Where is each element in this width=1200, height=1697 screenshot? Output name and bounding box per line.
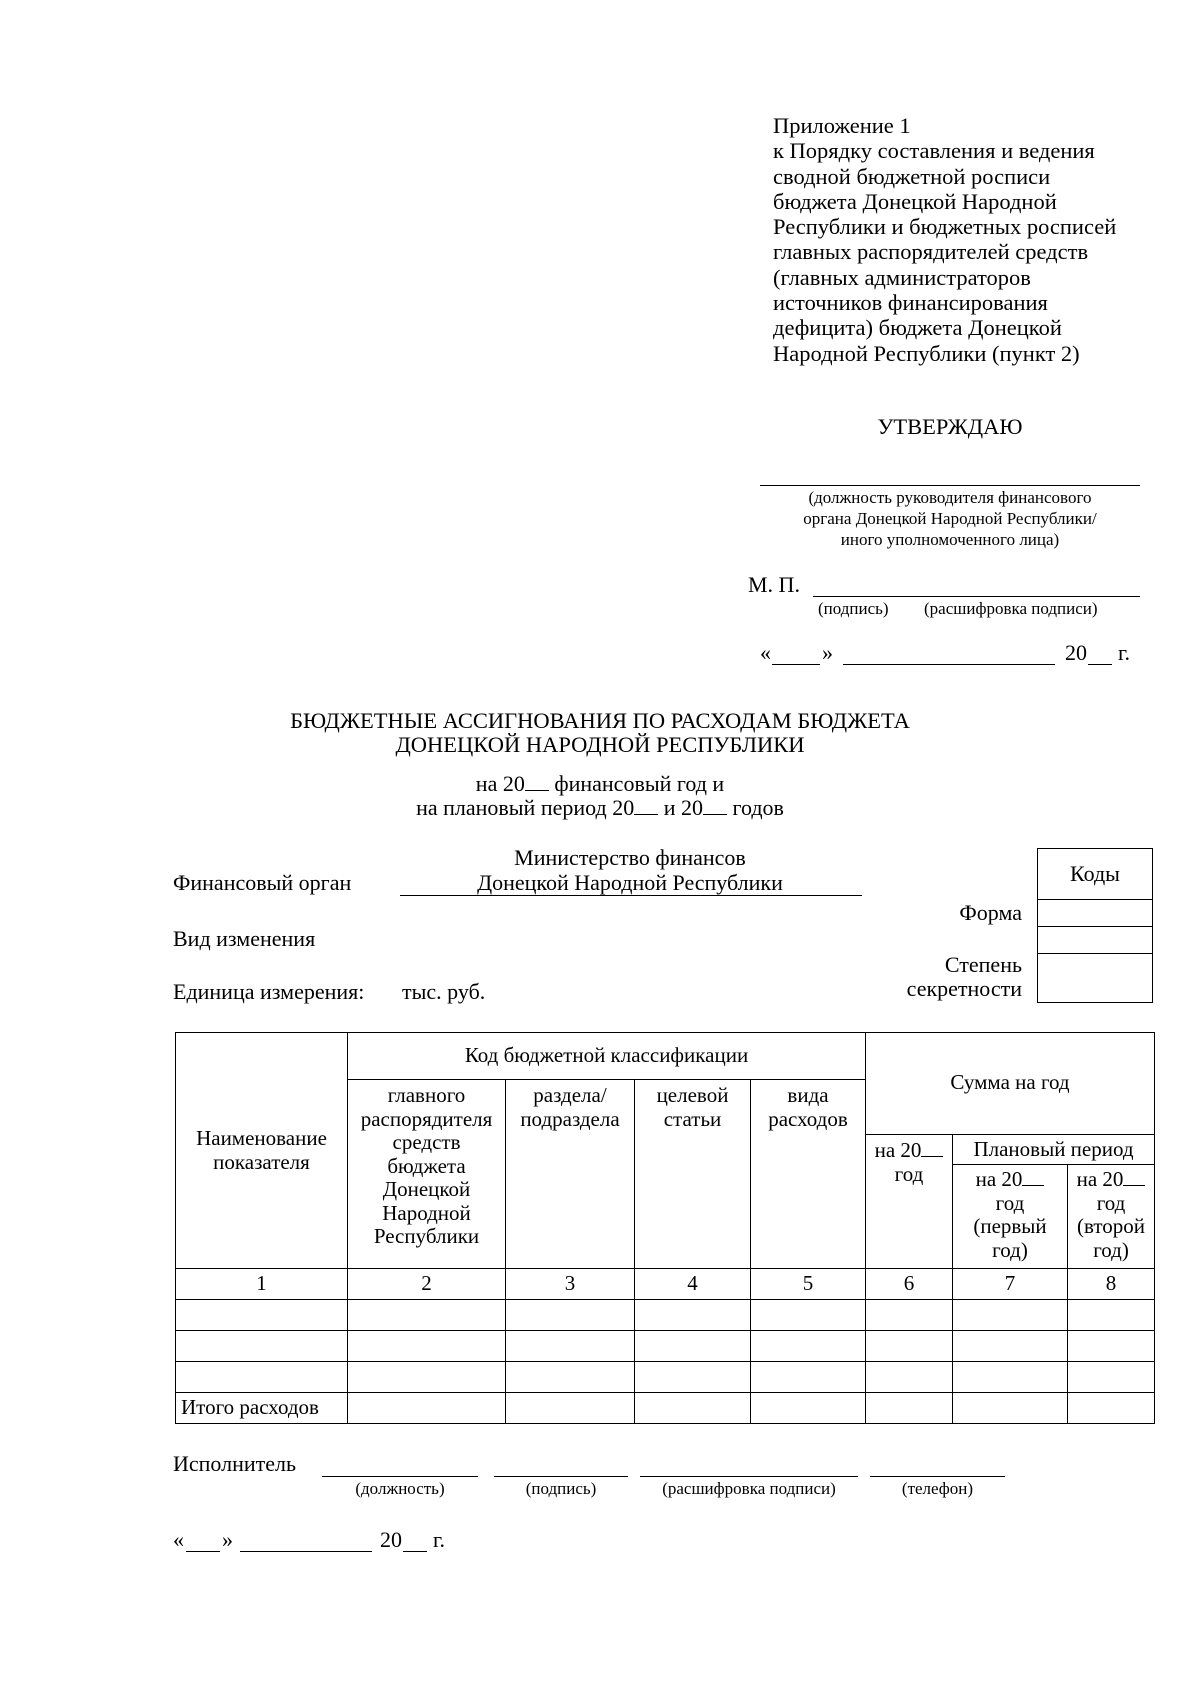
appendix-line: к Порядку составления и ведения: [773, 138, 1095, 164]
table-cell[interactable]: [953, 1331, 1068, 1362]
exec-year-prefix: 20: [380, 1527, 402, 1552]
col-number: 7: [953, 1269, 1068, 1300]
table-cell[interactable]: [506, 1300, 635, 1331]
col-current-year-header: на 20 год: [866, 1135, 953, 1269]
year-line: [1088, 664, 1112, 665]
table-cell[interactable]: [866, 1393, 953, 1424]
table-cell[interactable]: [176, 1300, 348, 1331]
fin-organ-value-2: Донецкой Народной Республики: [477, 870, 783, 895]
secrecy-label: Степень секретности: [906, 952, 1022, 1001]
col-number: 3: [506, 1269, 635, 1300]
table-cell[interactable]: [348, 1331, 506, 1362]
exec-year-suffix: г.: [433, 1527, 446, 1552]
table-cell[interactable]: [348, 1393, 506, 1424]
table-cell[interactable]: [953, 1393, 1068, 1424]
exec-year-line: [403, 1551, 427, 1552]
executor-label: Исполнитель: [173, 1451, 297, 1476]
date-close-quote: »: [822, 640, 833, 665]
sum-header: Сумма на год: [866, 1033, 1155, 1135]
executor-position-line: [322, 1476, 478, 1477]
table-cell[interactable]: [635, 1331, 751, 1362]
approve-heading: УТВЕРЖДАЮ: [877, 414, 1023, 439]
date-open-quote: «: [760, 640, 771, 665]
table-cell[interactable]: [866, 1300, 953, 1331]
table-cell[interactable]: [751, 1362, 866, 1393]
year-prefix: 20: [1065, 640, 1087, 665]
table-cell[interactable]: [1068, 1300, 1155, 1331]
executor-phone-line: [870, 1476, 1005, 1477]
col-number: 4: [635, 1269, 751, 1300]
document-title: БЮДЖЕТНЫЕ АССИГНОВАНИЯ ПО РАСХОДАМ БЮДЖЕТА ДОНЕЦКОЙ НАРОДНОЙ РЕСПУБЛИКИ: [290, 708, 910, 757]
total-label: Итого расходов: [176, 1393, 348, 1424]
col-number: 8: [1068, 1269, 1155, 1300]
col-first-year-header: на 20 год (первый год): [953, 1165, 1068, 1269]
table-cell[interactable]: [751, 1393, 866, 1424]
signature-line: [813, 596, 1140, 597]
col-number: 2: [348, 1269, 506, 1300]
column-number-row: [176, 1269, 1155, 1300]
appendix-line: сводной бюджетной росписи: [773, 163, 1051, 189]
appendix-line: бюджета Донецкой Народной: [773, 188, 1057, 214]
decode-caption: (расшифровка подписи): [924, 599, 1098, 618]
appendix-note: [773, 113, 1173, 366]
table-cell[interactable]: [635, 1393, 751, 1424]
executor-signature-caption: (подпись): [525, 1479, 597, 1498]
table-cell[interactable]: [635, 1300, 751, 1331]
table-cell[interactable]: [1068, 1393, 1155, 1424]
executor-phone-caption: (телефон): [901, 1479, 974, 1498]
kbk-header: Код бюджетной классификации: [348, 1033, 866, 1080]
stamp-mark: М. П.: [748, 572, 800, 597]
col-number: 6: [866, 1269, 953, 1300]
executor-decode-caption: (расшифровка подписи): [662, 1479, 836, 1498]
col-main-manager-header: главного распорядителя средств бюджета Донецкой Народной Республики: [348, 1080, 506, 1269]
table-cell[interactable]: [176, 1362, 348, 1393]
form-label: Форма: [959, 900, 1022, 925]
table-row: [176, 1331, 1155, 1362]
col-second-year-header: на 20 год (второй год): [1068, 1165, 1155, 1269]
day-line: [772, 664, 820, 665]
document-subtitle: [300, 772, 900, 820]
executor-decode-line: [640, 1476, 858, 1477]
position-line: [760, 485, 1140, 486]
signature-caption: (подпись): [818, 599, 889, 618]
col-target-header: целевой статьи: [635, 1080, 751, 1269]
budget-table: [175, 1032, 1155, 1424]
table-cell[interactable]: [506, 1393, 635, 1424]
appendix-line: Народной Республики (пункт 2): [773, 340, 1080, 366]
table-cell[interactable]: [176, 1331, 348, 1362]
col-number: 1: [176, 1269, 348, 1300]
table-cell[interactable]: [635, 1362, 751, 1393]
table-row: [176, 1362, 1155, 1393]
exec-date-open-quote: «: [173, 1527, 184, 1552]
fin-organ-value-1: Министерство финансов: [514, 845, 746, 870]
planned-period-header: Плановый период: [953, 1135, 1155, 1165]
appendix-line: главных распорядителей средств: [773, 239, 1089, 265]
total-row: [176, 1393, 1155, 1424]
position-caption: (должность руководителя финансового органа Донецкой Народной Республики/ иного уполномоченного лица): [803, 488, 1097, 549]
unit-value: тыс. руб.: [402, 979, 486, 1004]
appendix-line: дефицита) бюджета Донецкой: [773, 315, 1062, 341]
table-cell[interactable]: [506, 1362, 635, 1393]
appendix-line: Республики и бюджетных росписей: [773, 214, 1117, 240]
table-cell[interactable]: [348, 1362, 506, 1393]
codes-table: [1037, 848, 1153, 1003]
col-section-header: раздела/ подраздела: [506, 1080, 635, 1269]
table-cell[interactable]: [953, 1300, 1068, 1331]
table-row: [176, 1300, 1155, 1331]
unit-label: Единица измерения:: [173, 979, 365, 1004]
table-cell[interactable]: [1068, 1362, 1155, 1393]
table-cell[interactable]: [348, 1300, 506, 1331]
executor-position-caption: (должность): [355, 1479, 445, 1498]
exec-day-line: [186, 1551, 220, 1552]
codes-header: Коды: [1038, 849, 1153, 900]
exec-date-close-quote: »: [222, 1527, 233, 1552]
year-suffix: г.: [1118, 640, 1131, 665]
subtitle-line-2: на плановый период 20 и 20 годов: [416, 795, 784, 820]
code-change-cell[interactable]: [1038, 927, 1153, 954]
code-form-cell[interactable]: [1038, 900, 1153, 927]
change-type-label: Вид изменения: [173, 926, 316, 951]
col-number: 5: [751, 1269, 866, 1300]
col-expense-type-header: вида расходов: [751, 1080, 866, 1269]
month-line: [843, 664, 1055, 665]
table-cell[interactable]: [866, 1362, 953, 1393]
table-cell[interactable]: [953, 1362, 1068, 1393]
executor-signature-line: [494, 1476, 628, 1477]
table-cell[interactable]: [751, 1300, 866, 1331]
appendix-line: Приложение 1: [773, 113, 911, 138]
table-cell[interactable]: [751, 1331, 866, 1362]
exec-month-line: [240, 1551, 372, 1552]
appendix-line: источников финансирования: [773, 290, 1048, 316]
appendix-line: (главных администраторов: [773, 264, 1031, 290]
table-cell[interactable]: [866, 1331, 953, 1362]
col-name-header: Наименование показателя: [176, 1033, 348, 1269]
subtitle-line-1: на 20 финансовый год и: [475, 771, 725, 796]
fin-organ-label: Финансовый орган: [173, 870, 352, 895]
code-secrecy-cell[interactable]: [1038, 954, 1153, 1003]
table-cell[interactable]: [506, 1331, 635, 1362]
table-cell[interactable]: [1068, 1331, 1155, 1362]
fin-organ-line: [400, 895, 862, 896]
